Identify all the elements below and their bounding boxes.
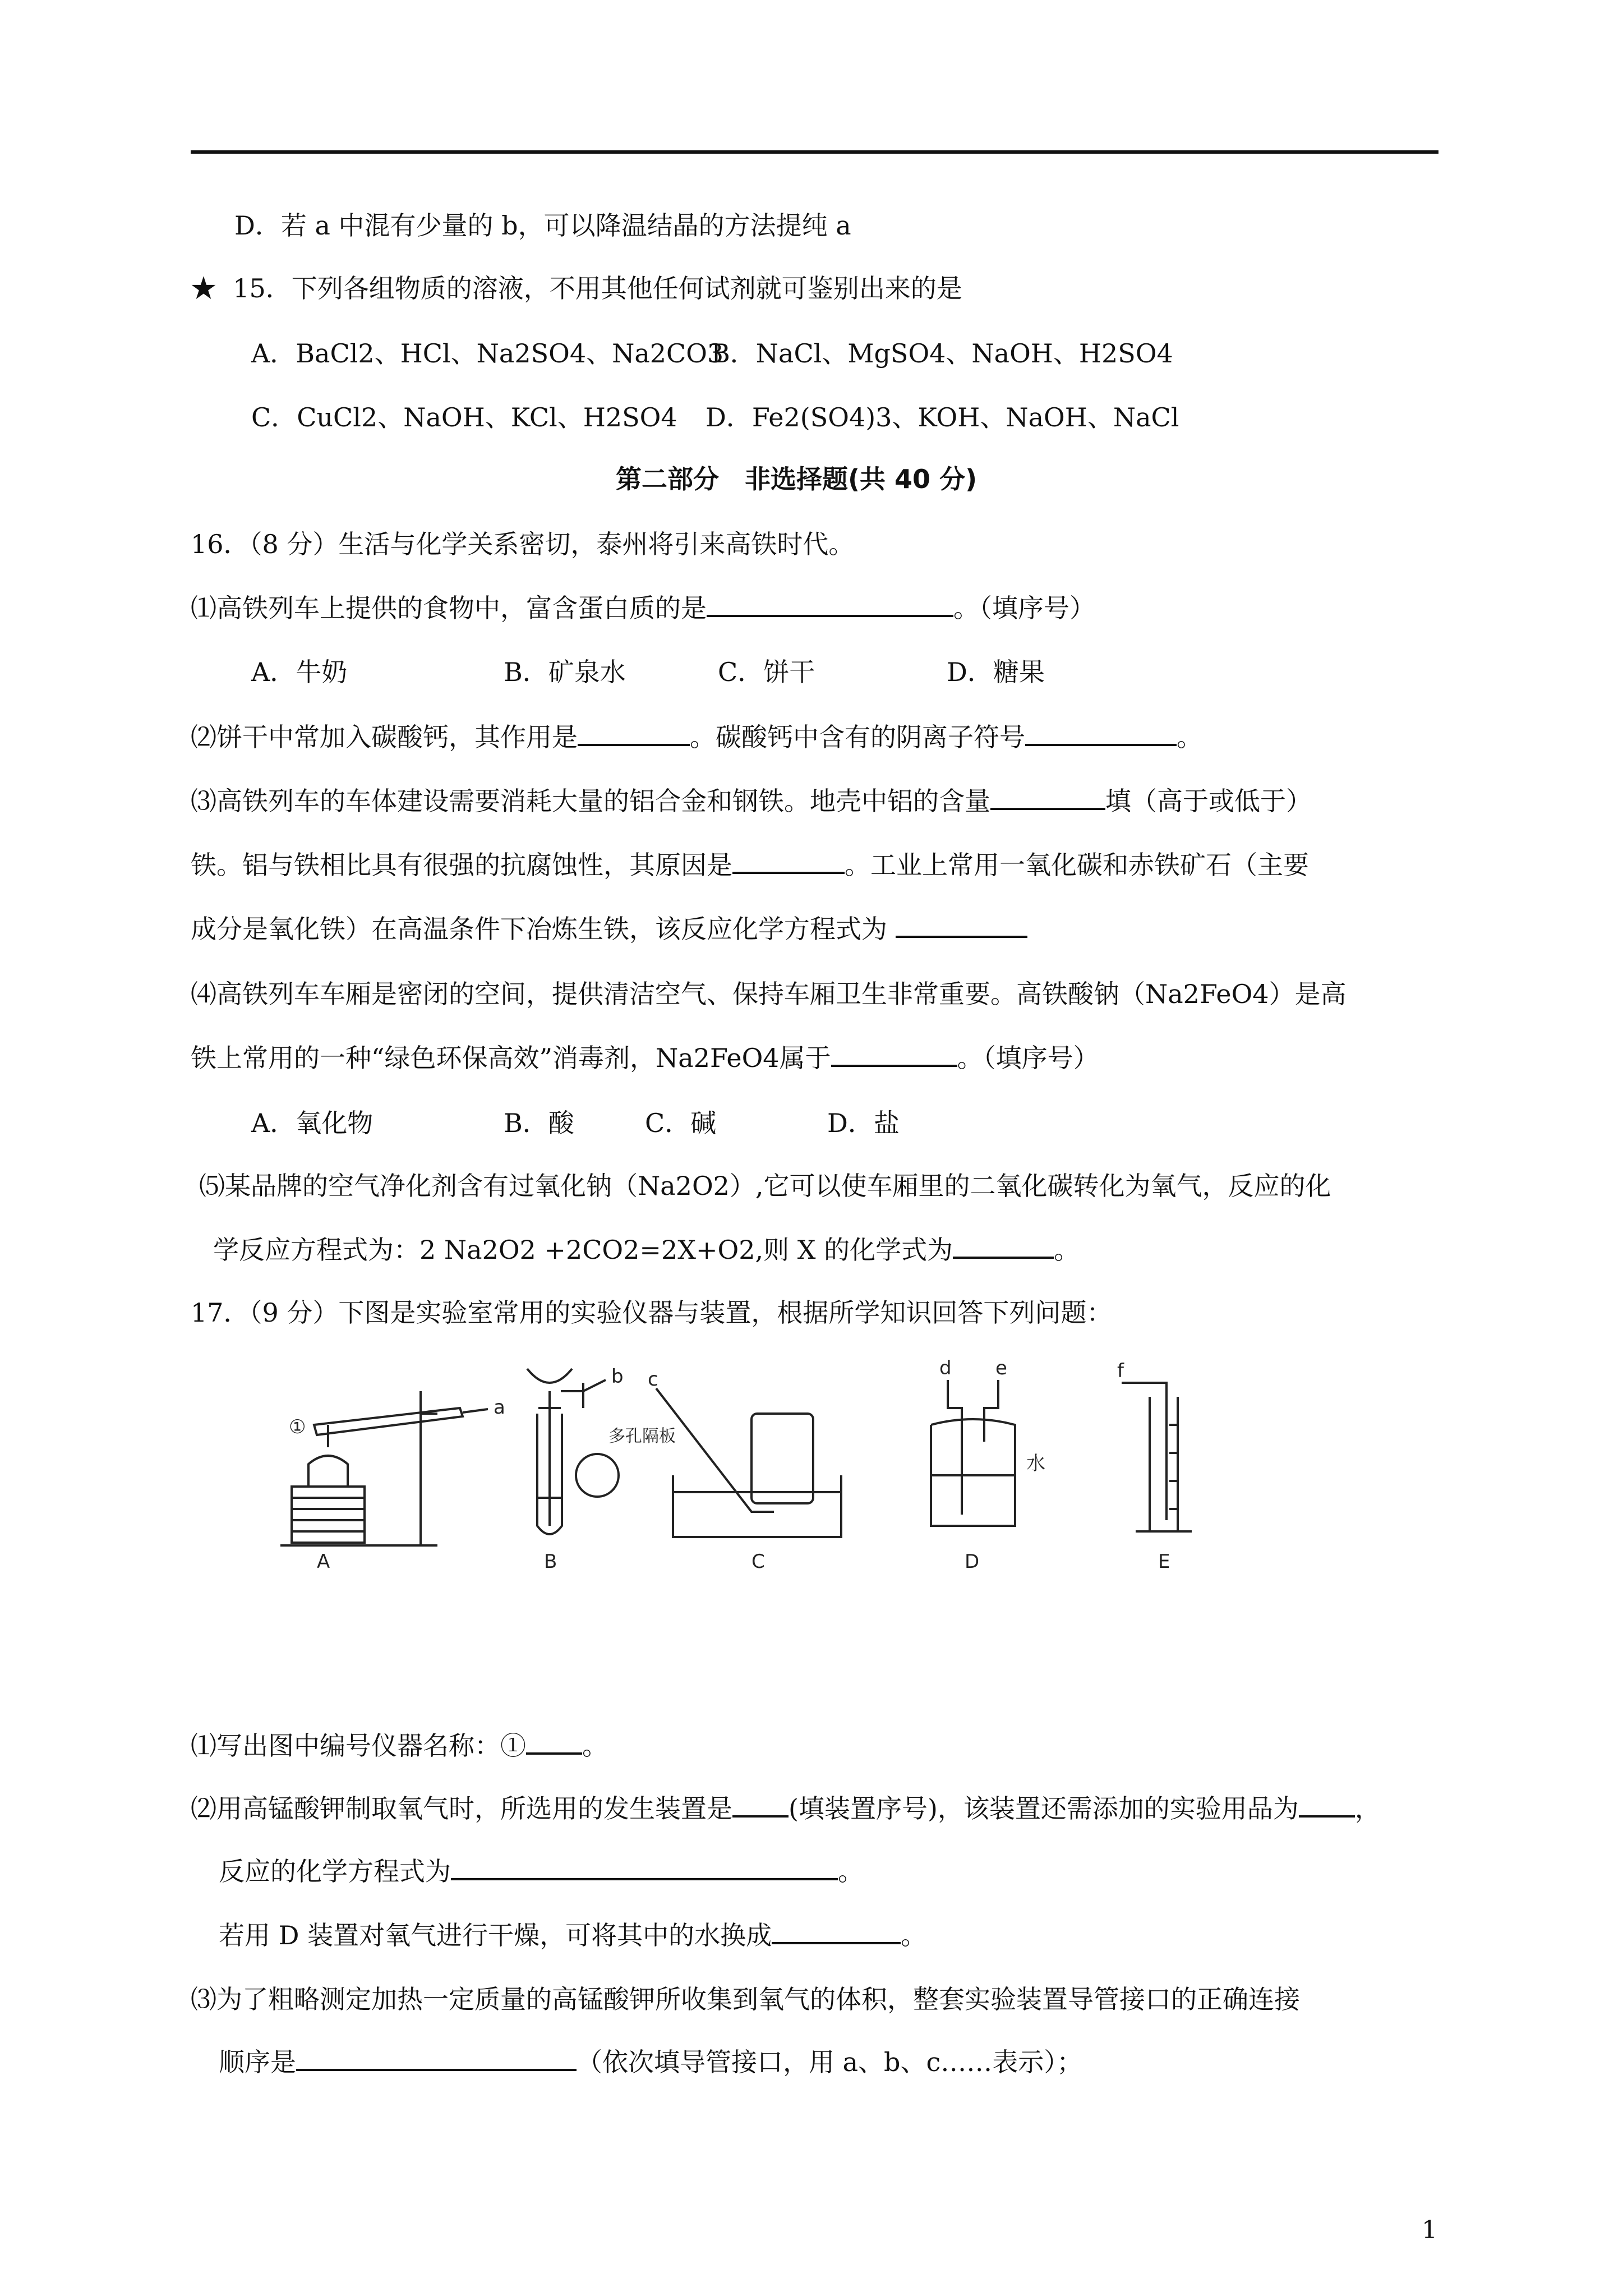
q15-option-d	[706, 399, 1179, 435]
q17-part1	[191, 1728, 608, 1764]
q17-part2-end-c: 。	[838, 1856, 864, 1887]
q16-part4-line1	[191, 976, 1347, 1012]
label-e-port: e	[995, 1358, 1007, 1379]
q15-option-c-text: C．CuCl2、NaOH、KCl、H2SO4	[251, 402, 677, 432]
apparatus-a	[280, 1391, 488, 1545]
q16-part3-line3	[191, 911, 1027, 947]
q17-part3-text-a: ⑶为了粗略测定加热一定质量的高锰酸钾所收集到氧气的体积，整套实验装置导管接口的正确连接	[191, 1984, 1300, 2014]
q16-part4-line2	[191, 1040, 1099, 1076]
q15-option-b	[711, 335, 1173, 371]
q17-part2-text-c: 反应的化学方程式为	[219, 1856, 451, 1887]
q15-option-d-text: D．Fe2(SO4)3、KOH、NaOH、NaCl	[706, 402, 1179, 432]
q16-part3-text-c: 铁。铝与铁相比具有很强的抗腐蚀性，其原因是	[191, 850, 732, 880]
q16-part4-option-c: C．碱	[645, 1108, 717, 1138]
star-icon: ★	[191, 273, 216, 303]
q16-part5-text-a: ⑸某品牌的空气净化剂含有过氧化钠（Na2O2）,它可以使车厢里的二氧化碳转化为氧气，反应的化	[199, 1171, 1331, 1201]
q15-stem	[191, 270, 962, 306]
q16-part2-text-b: 。碳酸钙中含有的阴离子符号	[690, 722, 1025, 752]
q17-part3-end: （依次填导管接口，用 a、b、c……表示）；	[577, 2047, 1083, 2077]
answer-blank[interactable]	[296, 2046, 577, 2071]
q17-part2-line1	[191, 1791, 1381, 1826]
q16-stem: 16．（8 分）生活与化学关系密切，泰州将引来高铁时代。	[191, 529, 855, 559]
q16-part5-line1	[199, 1168, 1331, 1204]
q17-stem: 17．（9 分）下图是实验室常用的实验仪器与装置，根据所学知识回答下列问题：	[191, 1297, 1113, 1328]
answer-blank[interactable]	[1025, 721, 1177, 746]
apparatus-b	[527, 1369, 619, 1534]
answer-blank[interactable]	[831, 1042, 957, 1067]
q17-part3-line1	[191, 1981, 1300, 2017]
q17-part1-end: 。	[582, 1731, 608, 1761]
q17-part2-text-b: (填装置序号)，该装置还需添加的实验用品为	[789, 1793, 1299, 1824]
label-water: 水	[1026, 1452, 1045, 1475]
q16-part5-text-b: 学反应方程式为：2 Na2O2 +2CO2=2X+O2,则 X 的化学式为	[213, 1235, 953, 1265]
q16-part1-text: ⑴高铁列车上提供的食物中，富含蛋白质的是	[191, 593, 707, 623]
answer-blank[interactable]	[990, 785, 1105, 810]
answer-blank[interactable]	[1299, 1793, 1355, 1818]
header-rule	[191, 150, 1438, 154]
section-title: 第二部分 非选择题(共 40 分)	[616, 464, 978, 494]
q16-part4-option-b: B．酸	[504, 1108, 574, 1138]
label-e: E	[1158, 1550, 1170, 1571]
q16-part1-option-a: A．牛奶	[251, 657, 348, 687]
label-c: C	[751, 1550, 765, 1571]
q16-part4-end: 。（填序号）	[957, 1043, 1099, 1073]
label-c-port: c	[648, 1368, 658, 1391]
answer-blank[interactable]	[732, 1793, 789, 1818]
q16-part3-text-a: ⑶高铁列车的车体建设需要消耗大量的铝合金和钢铁。地壳中铝的含量	[191, 786, 990, 816]
q14-option-d: D．若 a 中混有少量的 b，可以降温结晶的方法提纯 a	[234, 210, 851, 241]
q17-part2-text-a: ⑵用高锰酸钾制取氧气时，所选用的发生装置是	[191, 1793, 732, 1824]
q17-part2-line3	[219, 1917, 926, 1953]
q16-part3-text-e: 成分是氧化铁）在高温条件下冶炼生铁，该反应化学方程式为	[191, 914, 887, 944]
q16-part3-line2	[191, 847, 1309, 883]
q15-stem-text: 15．下列各组物质的溶液，不用其他任何试剂就可鉴别出来的是	[233, 273, 962, 303]
answer-blank[interactable]	[707, 592, 953, 617]
label-d: D	[965, 1550, 980, 1571]
apparatus-d	[931, 1380, 1015, 1526]
q16-part4-text-a: ⑷高铁列车车厢是密闭的空间，提供清洁空气、保持车厢卫生非常重要。高铁酸钠（Na2FeO4）是高	[191, 979, 1347, 1009]
q16-part1-option-b: B．矿泉水	[504, 657, 626, 687]
q15-option-c	[251, 399, 677, 435]
answer-blank[interactable]	[896, 913, 1027, 938]
q16-part1	[191, 590, 1095, 626]
label-b-port: b	[611, 1365, 624, 1388]
q16-part2	[191, 719, 1202, 755]
q16-part1-option-c: C．饼干	[718, 657, 815, 687]
q17-part1-text: ⑴写出图中编号仪器名称：①	[191, 1731, 526, 1761]
answer-blank[interactable]	[772, 1920, 901, 1944]
q16-part3-text-d: 。工业上常用一氧化碳和赤铁矿石（主要	[845, 850, 1309, 880]
answer-blank[interactable]	[578, 721, 690, 746]
q17-part2-end-d: 。	[901, 1920, 927, 1950]
q16-part2-end: 。	[1177, 722, 1202, 752]
q16-part5-end: 。	[1054, 1235, 1080, 1265]
label-b: B	[544, 1550, 557, 1571]
apparatus-e	[1122, 1383, 1192, 1531]
answer-blank[interactable]	[451, 1856, 838, 1880]
q16-part3-line1	[191, 783, 1312, 819]
label-a: A	[317, 1550, 330, 1571]
q16-part5-line2	[213, 1232, 1080, 1268]
q16-part4-option-d: D．盐	[827, 1108, 900, 1138]
label-one: ①	[289, 1416, 306, 1438]
q17-part3-text-b: 顺序是	[219, 2047, 296, 2077]
q15-option-a	[251, 335, 723, 371]
apparatus-c	[656, 1388, 841, 1537]
page-number: 1	[1422, 2216, 1437, 2244]
q17-part3-line2	[219, 2044, 1082, 2080]
apparatus-figure	[269, 1358, 1279, 1571]
answer-blank[interactable]	[526, 1730, 582, 1755]
q17-part2-text-d: 若用 D 装置对氧气进行干燥，可将其中的水换成	[219, 1920, 772, 1950]
q17-part2-line2	[219, 1853, 864, 1889]
label-plate: 多孔隔板	[608, 1427, 676, 1446]
q16-part4-option-a: A．氧化物	[251, 1108, 374, 1138]
q15-option-b-text: B．NaCl、MgSO4、NaOH、H2SO4	[711, 338, 1173, 369]
q16-part2-text: ⑵饼干中常加入碳酸钙，其作用是	[191, 722, 578, 752]
label-d-port: d	[939, 1358, 952, 1379]
q16-part1-option-d: D．糖果	[947, 657, 1045, 687]
q17-part2-end: ，	[1354, 1793, 1381, 1824]
q16-part1-end: 。（填序号）	[953, 593, 1095, 623]
label-a-port: a	[494, 1396, 505, 1419]
answer-blank[interactable]	[953, 1234, 1054, 1259]
q16-part4-text-b: 铁上常用的一种“绿色环保高效”消毒剂，Na2FeO4属于	[191, 1043, 831, 1073]
answer-blank[interactable]	[732, 849, 845, 874]
label-f-port: f	[1117, 1360, 1124, 1382]
q15-option-a-text: A．BaCl2、HCl、Na2SO4、Na2CO3	[251, 338, 724, 369]
q16-part3-text-b: 填（高于或低于）	[1105, 786, 1312, 816]
